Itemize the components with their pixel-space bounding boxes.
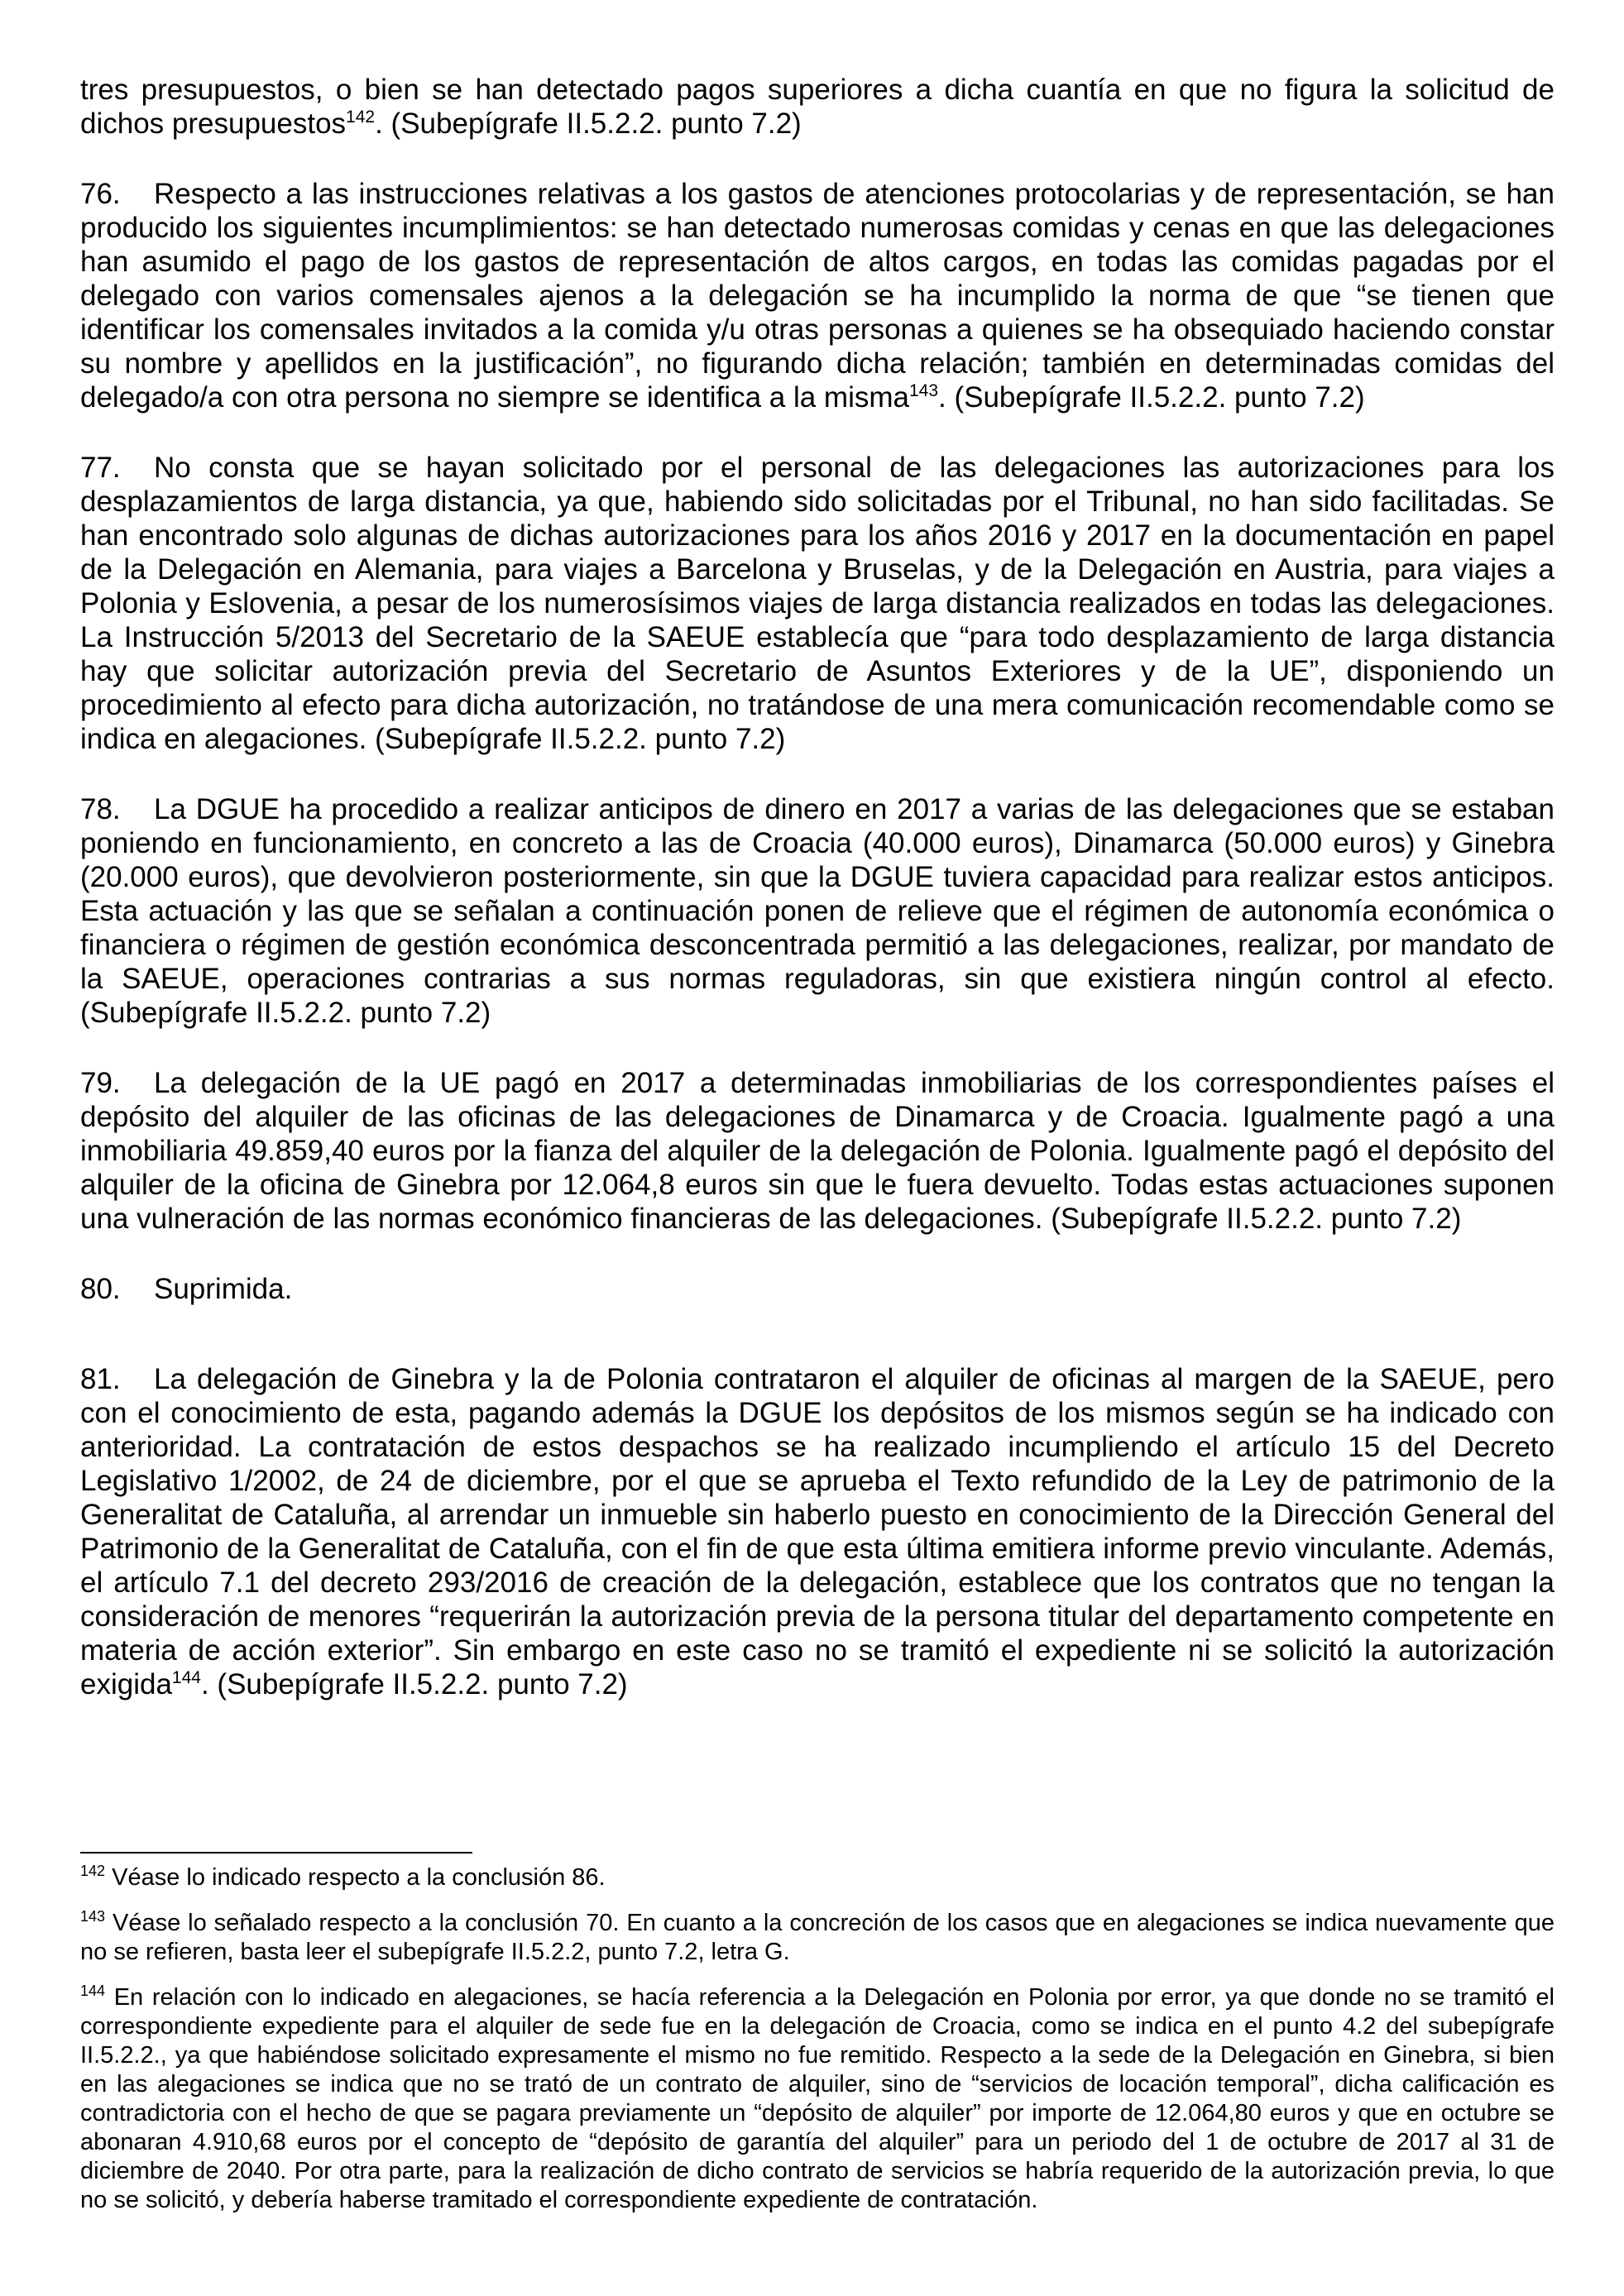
- paragraph-text: Respecto a las instrucciones relativas a los gastos de atenciones protocolarias y de representación, se han producido los siguientes incumplimientos: se han detectado numerosas comidas y cenas en que las delegaciones han asumido el pago de los gastos de representación de altos cargos, en todas las comidas pagadas por el delegado con varios comensales ajenos a la delegación se ha incumplido la norma de que “se tienen que identificar los comensales invitados a la comida y/u otras personas a quienes se ha obsequiado haciendo constar su nombre y apellidos en la justificación”, no figurando dicha relación; también en determinadas comidas del delegado/a con otra persona no siempre se identifica a la misma: [80, 178, 1555, 414]
- paragraph-number: 79.: [80, 1067, 121, 1099]
- paragraph-number: 77.: [80, 452, 121, 484]
- paragraph-continuation: [80, 73, 1555, 141]
- footnote-text: Véase lo señalado respecto a la conclusión 70. En cuanto a la concreción de los casos que en alegaciones se indica nuevamente que no se refieren, basta leer el subepígrafe II.5.2.2, punto 7.2, letra G.: [80, 1910, 1555, 1965]
- paragraph-number: 78.: [80, 793, 121, 825]
- paragraph-number: 76.: [80, 178, 121, 210]
- paragraph-76: [80, 177, 1555, 414]
- paragraph-number: 81.: [80, 1363, 121, 1395]
- paragraph-text: Suprimida.: [154, 1273, 293, 1305]
- footnote-number: 144: [80, 1983, 106, 1999]
- footnote-ref-143[interactable]: 143: [908, 381, 939, 400]
- footnote-number: 143: [80, 1908, 106, 1925]
- paragraph-77: [80, 451, 1555, 756]
- footnotes: [80, 1863, 1555, 2231]
- paragraph-text-end: . (Subepígrafe II.5.2.2. punto 7.2): [938, 381, 1365, 414]
- paragraph-text: No consta que se hayan solicitado por el personal de las delegaciones las autorizaciones para los desplazamientos de larga distancia, ya que, habiendo sido solicitadas por el Tribunal, no han sido facilitadas. Se han encontrado solo algunas de dichas autorizaciones para los años 2016 y 2017 en la documentación en papel de la Delegación en Alemania, para viajes a Barcelona y Bruselas, y de la Delegación en Austria, para viajes a Polonia y Eslovenia, a pesar de los numerosísimos viajes de larga distancia realizados en todas las delegaciones. La Instrucción 5/2013 del Secretario de la SAEUE establecía que “para todo desplazamiento de larga distancia hay que solicitar autorización previa del Secretario de Asuntos Exteriores y de la UE”, disponiendo un procedimiento al efecto para dicha autorización, no tratándose de una mera comunicación recomendable como se indica en alegaciones. (Subepígrafe II.5.2.2. punto 7.2): [80, 452, 1555, 755]
- footnote-142: [80, 1863, 1555, 1892]
- footnote-ref-142[interactable]: 142: [346, 108, 376, 127]
- paragraph-78: [80, 792, 1555, 1030]
- paragraph-text: La delegación de la UE pagó en 2017 a determinadas inmobiliarias de los correspondientes países el depósito del alquiler de las oficinas de las delegaciones de Dinamarca y de Croacia. Igualmente pagó a una inmobiliaria 49.859,40 euros por la fianza del alquiler de la delegación de Polonia. Igualmente pagó el depósito del alquiler de la oficina de Ginebra por 12.064,8 euros sin que le fuera devuelto. Todas estas actuaciones suponen una vulneración de las normas económico financieras de las delegaciones. (Subepígrafe II.5.2.2. punto 7.2): [80, 1067, 1555, 1235]
- footnote-143: [80, 1909, 1555, 1967]
- paragraph-text: La delegación de Ginebra y la de Polonia contrataron el alquiler de oficinas al margen de la SAEUE, pero con el conocimiento de esta, pagando además la DGUE los depósitos de los mismos según se ha indicado con anterioridad. La contratación de estos despachos se ha realizado incumpliendo el artículo 15 del Decreto Legislativo 1/2002, de 24 de diciembre, por el que se aprueba el Texto refundido de la Ley de patrimonio de la Generalitat de Cataluña, al arrendar un inmueble sin haberlo puesto en conocimiento de la Dirección General del Patrimonio de la Generalitat de Cataluña, con el fin de que esta última emitiera informe previo vinculante. Además, el artículo 7.1 del decreto 293/2016 de creación de la delegación, establece que los contratos que no tengan la consideración de menores “requerirán la autorización previa de la persona titular del departamento competente en materia de acción exterior”. Sin embargo en este caso no se tramitó el expediente ni se solicitó la autorización exigida: [80, 1363, 1555, 1700]
- footnote-ref-144[interactable]: 144: [171, 1668, 201, 1687]
- footnote-144: [80, 1983, 1555, 2215]
- paragraph-text-end: . (Subepígrafe II.5.2.2. punto 7.2): [200, 1668, 628, 1700]
- paragraph-text: La DGUE ha procedido a realizar anticipos de dinero en 2017 a varias de las delegaciones que se estaban poniendo en funcionamiento, en concreto a las de Croacia (40.000 euros), Dinamarca (50.000 euros) y Ginebra (20.000 euros), que devolvieron posteriormente, sin que la DGUE tuviera capacidad para realizar estos anticipos. Esta actuación y las que se señalan a continuación ponen de relieve que el régimen de autonomía económica o financiera o régimen de gestión económica desconcentrada permitió a las delegaciones, realizar, por mandato de la SAEUE, operaciones contrarias a sus normas reguladoras, sin que existiera ningún control al efecto. (Subepígrafe II.5.2.2. punto 7.2): [80, 793, 1555, 1029]
- footnote-text: Véase lo indicado respecto a la conclusión 86.: [105, 1864, 606, 1891]
- footnote-number: 142: [80, 1863, 106, 1879]
- footnote-separator: [80, 1852, 472, 1854]
- paragraph-text-end: . (Subepígrafe II.5.2.2. punto 7.2): [375, 108, 802, 140]
- paragraph-text: tres presupuestos, o bien se han detectado pagos superiores a dicha cuantía en que no figura la solicitud de dichos presupuestos: [80, 74, 1555, 140]
- paragraph-80: [80, 1272, 1555, 1306]
- paragraph-number: 80.: [80, 1273, 121, 1305]
- paragraph-81: [80, 1362, 1555, 1701]
- paragraph-79: [80, 1066, 1555, 1236]
- footnote-text: En relación con lo indicado en alegaciones, se hacía referencia a la Delegación en Polonia por error, ya que donde no se tramitó el correspondiente expediente para el alquiler de sede fue en la delegación de Croacia, como se indica en el punto 4.2 del subepígrafe II.5.2.2., ya que habiéndose solicitado expresamente el mismo no fue remitido. Respecto a la sede de la Delegación en Ginebra, si bien en las alegaciones se indica que no se trató de un contrato de alquiler, sino de “servicios de locación temporal”, dicha calificación es contradictoria con el hecho de que se pagara previamente un “depósito de alquiler” por importe de 12.064,80 euros y que en octubre se abonaran 4.910,68 euros por el concepto de “depósito de garantía del alquiler” para un periodo del 1 de octubre de 2017 al 31 de diciembre de 2040. Por otra parte, para la realización de dicho contrato de servicios se habría requerido de la autorización previa, lo que no se solicitó, y debería haberse tramitado el correspondiente expediente de contratación.: [80, 1984, 1555, 2213]
- document-body: [80, 73, 1555, 1738]
